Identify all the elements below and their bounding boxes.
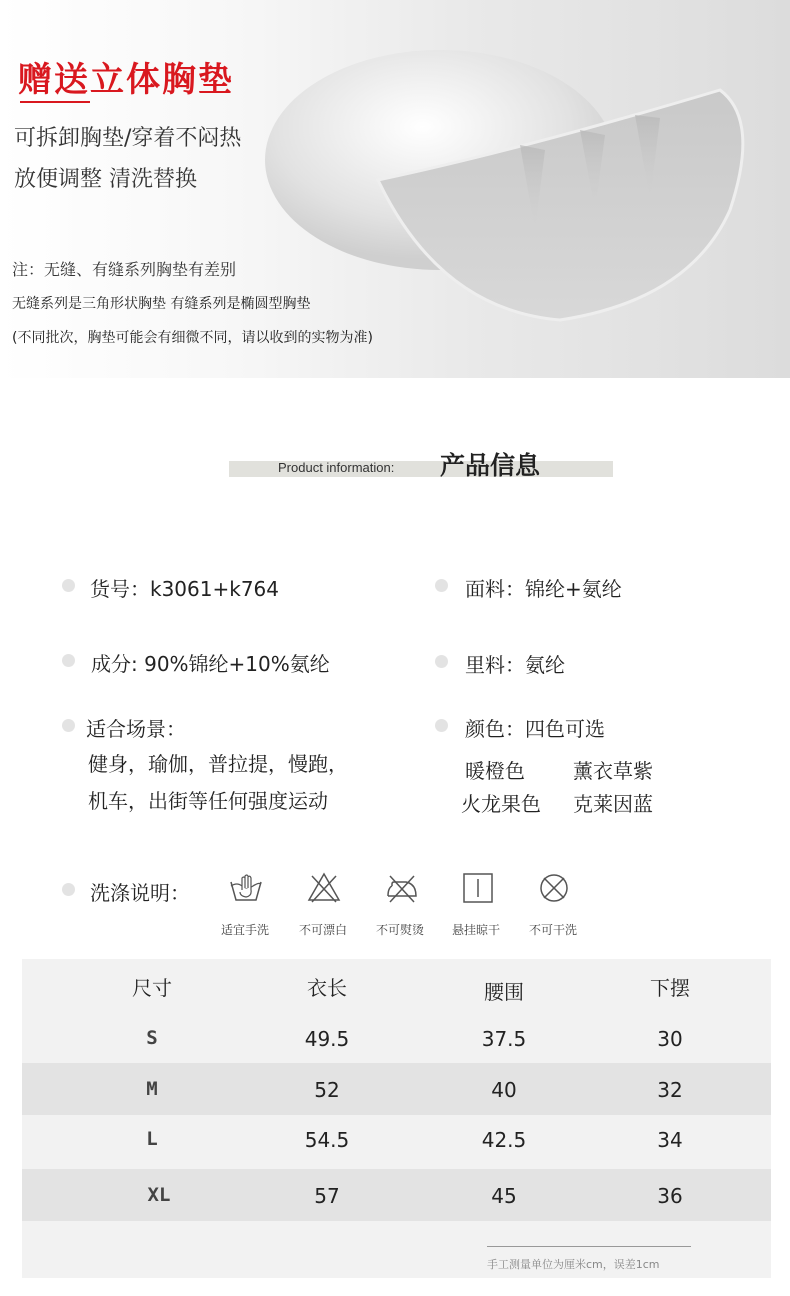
no-iron-icon: [384, 870, 420, 906]
size-cell: XL: [147, 1184, 171, 1206]
waist-cell: 37.5: [481, 1027, 527, 1051]
color-label: 颜色：四色可选: [465, 717, 605, 741]
header-hem: 下摆: [650, 976, 690, 1000]
header-length: 衣长: [307, 976, 347, 1000]
banner-feature-2: 放便调整 清洗替换: [14, 167, 197, 192]
chest-pad-banner: [0, 0, 790, 378]
footnote-divider: [487, 1246, 691, 1247]
hang-dry-icon: [460, 870, 496, 906]
table-row: [22, 1169, 771, 1221]
header-size: 尺寸: [132, 976, 172, 1000]
table-row: [22, 1115, 771, 1169]
washing-label: 洗涤说明：: [90, 881, 190, 905]
bullet-dot: [435, 719, 448, 732]
length-cell: 52: [314, 1078, 340, 1102]
color-option: 火龙果色: [461, 792, 541, 816]
table-row: [22, 1011, 771, 1063]
banner-feature-1: 可拆卸胸垫/穿着不闷热: [14, 126, 242, 151]
scenes-line-2: 机车，出街等任何强度运动: [88, 789, 328, 813]
color-option: 克莱因蓝: [573, 792, 653, 816]
banner-title-underline: [20, 101, 90, 103]
lining: 里料：氨纶: [465, 653, 565, 677]
no-dry-clean-icon: [536, 870, 572, 906]
banner-note-1: 注：无缝、有缝系列胸垫有差别: [12, 260, 237, 279]
waist-cell: 42.5: [481, 1128, 527, 1152]
header-waist: 腰围: [484, 980, 524, 1004]
hem-cell: 36: [657, 1184, 683, 1208]
length-cell: 49.5: [304, 1027, 350, 1051]
no-dry-clean-label: 不可干洗: [529, 923, 578, 937]
no-iron-label: 不可熨烫: [376, 923, 425, 937]
hand-wash-icon: [228, 870, 264, 906]
hand-wash-label: 适宜手洗: [221, 923, 270, 937]
bullet-dot: [62, 883, 75, 896]
hem-cell: 30: [657, 1027, 683, 1051]
size-cell: M: [146, 1078, 158, 1100]
bullet-dot: [435, 655, 448, 668]
section-heading-en: Product information:: [278, 460, 395, 475]
banner-title: 赠送立体胸垫: [18, 60, 234, 100]
size-cell: L: [146, 1128, 158, 1150]
waist-cell: 40: [491, 1078, 517, 1102]
bullet-dot: [62, 719, 75, 732]
fabric: 面料：锦纶+氨纶: [465, 577, 622, 601]
banner-note-3: (不同批次，胸垫可能会有细微不同，请以收到的实物为准): [12, 330, 373, 346]
banner-note-2: 无缝系列是三角形状胸垫 有缝系列是椭圆型胸垫: [12, 296, 311, 312]
scenes-line-1: 健身，瑜伽，普拉提，慢跑，: [88, 752, 348, 776]
table-row: [22, 1063, 771, 1115]
length-cell: 57: [314, 1184, 340, 1208]
bullet-dot: [62, 654, 75, 667]
waist-cell: 45: [491, 1184, 517, 1208]
hem-cell: 34: [657, 1128, 683, 1152]
hem-cell: 32: [657, 1078, 683, 1102]
hang-dry-label: 悬挂晾干: [452, 923, 501, 937]
length-cell: 54.5: [304, 1128, 350, 1152]
size-table: [22, 959, 771, 1278]
size-cell: S: [146, 1027, 158, 1049]
composition: 成分: 90%锦纶+10%氨纶: [91, 652, 330, 676]
bullet-dot: [62, 579, 75, 592]
scenes-label: 适合场景：: [86, 717, 186, 741]
no-bleach-label: 不可漂白: [299, 923, 348, 937]
no-bleach-icon: [306, 870, 342, 906]
item-number: 货号：k3061+k764: [90, 577, 279, 601]
section-heading-cn: 产品信息: [440, 451, 541, 480]
bullet-dot: [435, 579, 448, 592]
measurement-footnote: 手工测量单位为厘米cm，误差1cm: [487, 1258, 660, 1271]
color-option: 暖橙色: [465, 759, 525, 783]
table-header-row: [22, 959, 771, 1011]
color-option: 薰衣草紫: [573, 759, 653, 783]
